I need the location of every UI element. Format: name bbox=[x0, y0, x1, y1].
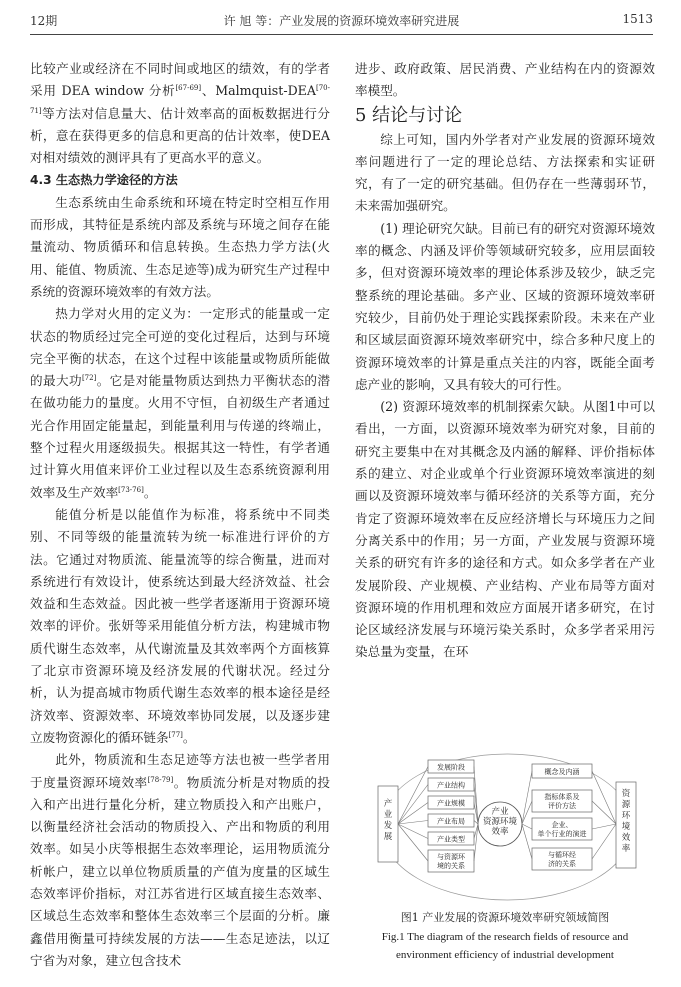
connector-line bbox=[592, 824, 616, 859]
vertical-label-char: 境 bbox=[621, 822, 631, 832]
issue-number: 12期 bbox=[30, 14, 58, 28]
vertical-label-char: 率 bbox=[621, 844, 631, 854]
left-item-label: 与资源环境的关系 bbox=[437, 853, 465, 870]
left-item-label: 发展阶段 bbox=[437, 763, 465, 772]
connector-line bbox=[398, 785, 428, 825]
connector-line bbox=[522, 824, 532, 859]
left-items-group bbox=[428, 760, 474, 872]
left-item-label: 产业类型 bbox=[437, 835, 465, 844]
paragraph: (2) 资源环境效率的机制探索欠缺。从图1中可以看出，一方面，以资源环境效率为研究对象，目前的研究主要集中在对其概念及内涵的解释、评价指标体系的建立、对企业或单个行业资源环境效率演进的刻画以及资源环境效率与循环经济的关系等方面，充分肯定了资源环境效率在反应经济增长与环境压力之间分离关系中的作用；另一方面，产业发展与资源环境关系的研究有许多的途径和方式。如众多学者在产业发展阶段、产业规模、产业结构、产业布局等方面对资源环境的作用机理和效应方面展开诸多研究，在讨论区域经济发展与环境污染关系时，众多学者采用污染总量为变量，在环 bbox=[355, 399, 655, 660]
figure-caption-en: Fig.1 The diagram of the research fields of resource and environment efficiency of industrial development bbox=[381, 931, 629, 961]
vertical-label-char: 效 bbox=[621, 833, 631, 843]
paragraph: 热力学对火用的定义为：一定形式的能量或一定状态的物质经过完全可逆的变化过程后，达到与环境完全平衡的状态，在这个过程中该能量或物质所能做的最大功[72]。它是对能量物质达到热力平衡状态的潜在做功能力的量度。火用不守恒，自初级生产者通过光合作用固定能量起，到能量利用与传递的终端止，整个过程火用逐级损失。根据其这一特性，有学者通过计算火用值来评价工业过程以及生态系统资源利用效率及生产效率[73-76]。 bbox=[30, 306, 331, 500]
connector-line bbox=[592, 824, 616, 829]
figure-1-diagram bbox=[372, 752, 642, 902]
vertical-label-char: 发 bbox=[383, 821, 393, 831]
right-item-label: 指标体系及评价方法 bbox=[544, 793, 580, 810]
paragraph: 能值分析是以能值作为标准，将系统中不同类别、不同等级的能量流转为统一标准进行评价的方法。它通过对物质流、能量流等的综合衡量，进而对系统进行有效设计，使系统达到最大经济效益、社会效益和生态效益。因此被一些学者逐渐用于资源环境效率的评价。张妍等采用能值分析方法，构建城市物质代谢生态效率，从代谢流量及其效率两个方面核算了北京市资源环境及经济发展的代谢状况。经过分析，认为提高城市物质代谢生态效率的根本途径是经济效率、资源效率、环境效率协同发展，以及逐步建立废物资源化的循环链条[77]。 bbox=[30, 506, 330, 745]
vertical-label-char: 环 bbox=[621, 811, 631, 821]
running-title: 许 旭 等：产业发展的资源环境效率研究进展 bbox=[223, 14, 460, 28]
citation: [67-69] bbox=[175, 84, 202, 93]
connector-line bbox=[592, 801, 616, 824]
section-heading-5: 5 结论与讨论 bbox=[355, 104, 463, 126]
connector-line bbox=[398, 824, 428, 839]
citation: [72] bbox=[81, 374, 97, 383]
center-label: 产业资源环境效率 bbox=[482, 807, 518, 837]
right-item-label: 与循环经济的关系 bbox=[548, 851, 576, 868]
paragraph-intro: 比较产业或经济在不同时间或地区的绩效，有的学者采用 DEA window 分析[67-69]、Malmquist-DEA[70-71]等方法对信息量大、估计效率高的面板数据进行分析，意在获得更多的信息和更高的估计效率，使DEA对相对绩效的测评具有了更高水平的意义。 bbox=[30, 61, 330, 166]
right-item-label: 企业、单个行业的演进 bbox=[537, 821, 587, 838]
vertical-label-char: 源 bbox=[621, 800, 631, 810]
connector-line bbox=[398, 824, 428, 861]
right-item-label: 概念及内涵 bbox=[544, 768, 580, 776]
left-column bbox=[30, 58, 330, 972]
vertical-label-char: 产 bbox=[383, 799, 393, 809]
citation: [78-79] bbox=[147, 775, 174, 784]
left-item-label: 产业规模 bbox=[437, 799, 465, 808]
left-item-label: 产业布局 bbox=[437, 817, 465, 826]
right-column bbox=[355, 58, 655, 664]
left-item-label: 产业结构 bbox=[437, 781, 465, 790]
paragraph: 此外，物质流和生态足迹等方法也被一些学者用于度量资源环境效率[78-79]。物质流分析是对物质的投入和产出进行量化分析，建立物质投入和产出账户，以衡量经济社会活动的物质投入、产出和物质的利用效率。如吴小庆等根据生态效率理论，运用物质流分析帐户，建立以单位物质质量的产值为度量的区域生态效率评价指标，对江苏省进行区域直接生态效率、区域总生态效率和整体生态效率三个层面的分析。廉鑫借用衡量可持续发展的方法——生态足迹法，以辽宁省为对象，建立包含技术 bbox=[30, 752, 331, 968]
connector-line bbox=[398, 767, 428, 825]
section-heading-4-3: 4.3 生态热力学途径的方法 bbox=[30, 173, 178, 188]
connector-line bbox=[592, 771, 616, 824]
paragraph: 综上可知，国内外学者对产业发展的资源环境效率问题进行了一定的理论总结、方法探索和实证研究，有了一定的研究基础。但仍存在一些薄弱环节，未来需加强研究。 bbox=[355, 131, 655, 214]
vertical-label-char: 资 bbox=[621, 789, 631, 799]
connector-line bbox=[474, 824, 478, 861]
citation: [73-76] bbox=[118, 485, 144, 494]
running-header bbox=[30, 12, 653, 35]
paragraph: 生态系统由生命系统和环境在特定时空相互作用而形成，其特征是系统内部及系统与环境之间存在能量流动、物质循环和信息转换。生态热力学方法(火用、能值、物质流、生态足迹等)成为研究生产过程中系统的资源环境效率的有效方法。 bbox=[30, 194, 330, 299]
connector-line bbox=[522, 771, 532, 824]
page-number: 1513 bbox=[622, 12, 653, 26]
right-items-group bbox=[532, 764, 592, 870]
figure-caption-zh: 图1 产业发展的资源环境效率研究领域简图 bbox=[400, 911, 610, 924]
citation: [70-71] bbox=[30, 84, 330, 115]
paragraph: 进步、政府政策、居民消费、产业结构在内的资源效率模型。 bbox=[355, 61, 655, 99]
citation: [77] bbox=[168, 730, 183, 739]
vertical-label-char: 展 bbox=[383, 832, 393, 842]
paragraph: (1) 理论研究欠缺。目前已有的研究对资源环境效率的概念、内涵及评价等领域研究较多，应用层面较多，但对资源环境效率的理论体系涉及较少，缺乏完整系统的理论基础。多产业、区域的资源环境效率研究较少，目前仍处于理论实践探索阶段。未来在产业和区域层面资源环境效率研究中，综合多种尺度上的资源环境效率的计算是重点关注的内容，既能全面考虑产业的影响，又具有较大的可行性。 bbox=[355, 220, 655, 392]
vertical-label-char: 业 bbox=[383, 810, 393, 820]
connector-line bbox=[522, 801, 532, 824]
